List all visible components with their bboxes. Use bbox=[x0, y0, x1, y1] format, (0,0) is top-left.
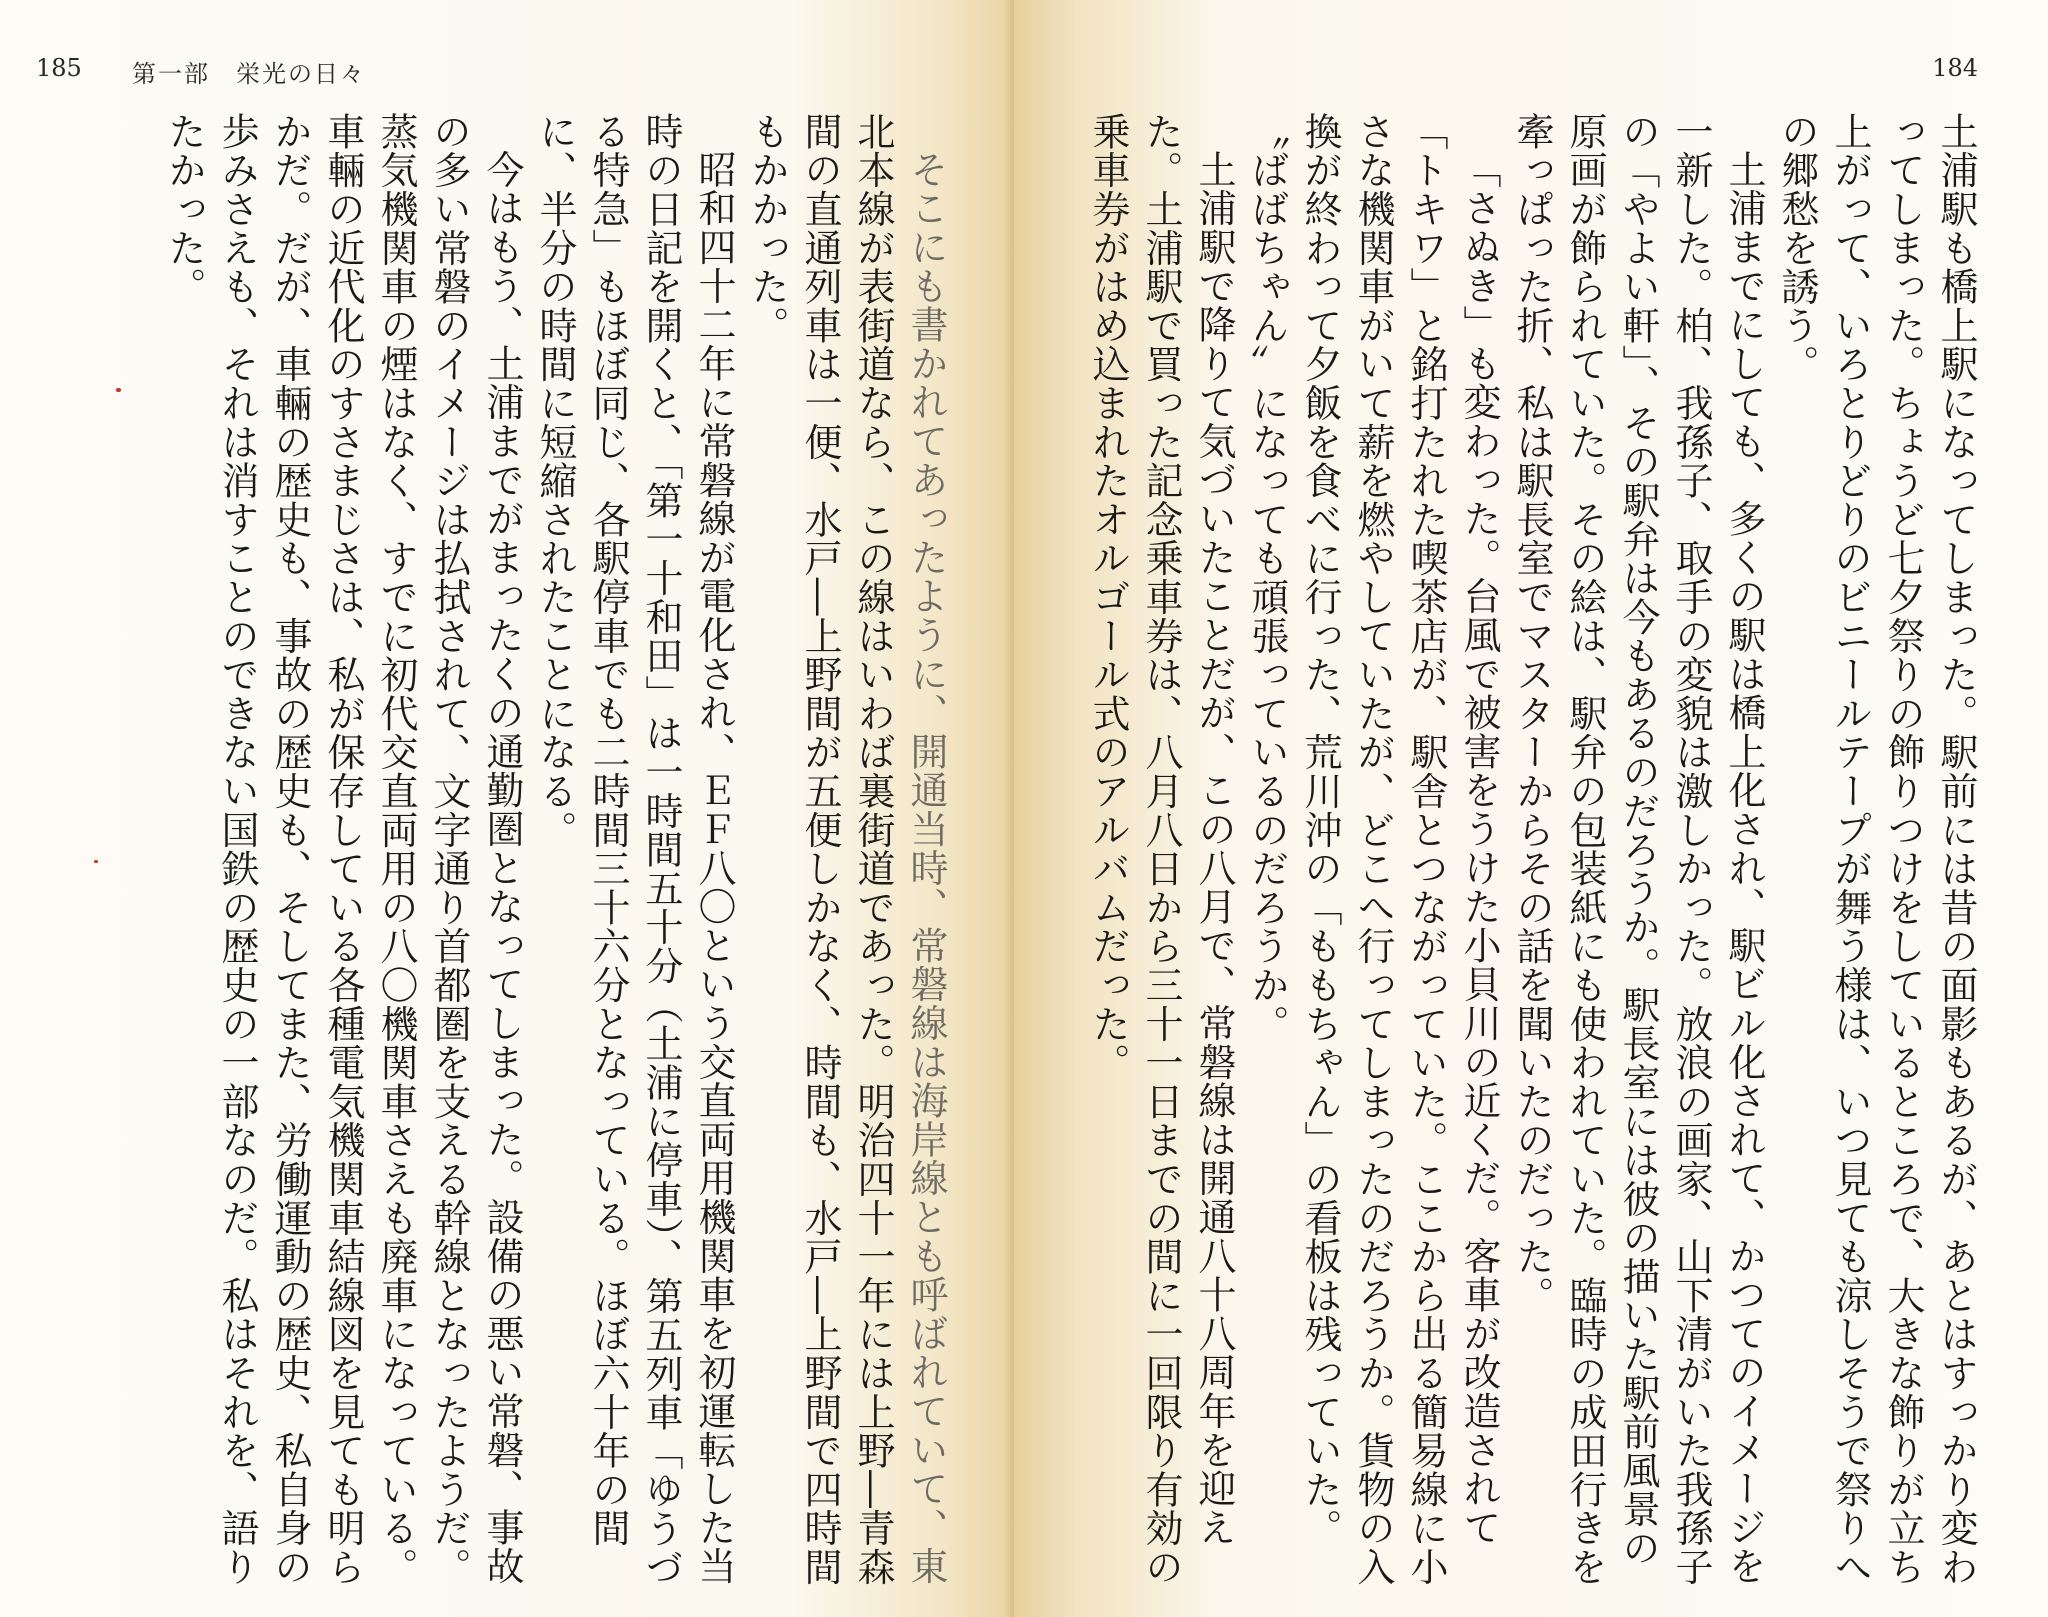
paragraph: 昭和四十二年に常磐線が電化され、ＥＦ八〇という交直両用機関車を初運転した当時の日記を開くと、「第一十和田」は一時間五十分（土浦に停車）、第五列車「ゆうづる特急」もほぼ同じ、各駅停車でも二時間三十六分となっている。ほぼ六十年の間に、半分の時間に短縮されたことになる。 bbox=[533, 112, 736, 1588]
faded-text: そこにも書かれてあったように、開通当時、常磐線は海岸線とも呼ばれていて、東 bbox=[904, 150, 948, 1586]
paragraph: 土浦駅で降りて気づいたことだが、この八月で、常磐線は開通八十八周年を迎えた。土浦駅で買った記念乗車券は、八月八日から三十一日までの間に一回限り有効の乗車券がはめ込まれたオルゴール式のアルバムだった。 bbox=[1086, 112, 1236, 1587]
paragraph: 土浦駅も橋上駅になってしまった。駅前には昔の面影もあるが、あとはすっかり変わってしまった。ちょうど七夕祭りの飾りつけをしているところで、大きな飾りが立ち上がって、いろとりどりのビニールテープが舞う様は、いつ見ても涼しそうで祭りへの郷愁を誘う。 bbox=[1775, 112, 1978, 1587]
ink-speck bbox=[116, 388, 121, 392]
left-page-body bbox=[72, 112, 952, 1592]
paragraph: 土浦までにしても、多くの駅は橋上化され、駅ビル化されて、かつてのイメージを一新した。柏、我孫子、取手の変貌は激しかった。放浪の画家、山下清がいた我孫子の「やよい軒」、その駅弁は今もあるのだろうか。駅長室には彼の描いた駅前風景の原画が飾られていた。その絵は、駅弁の包装紙にも使われていた。臨時の成田行きを牽っぱった折、私は駅長室でマスターからその話を聞いたのだった。 bbox=[1510, 112, 1766, 1587]
ink-speck bbox=[94, 860, 98, 863]
left-page bbox=[0, 0, 1014, 1617]
left-page-number: 185 bbox=[36, 54, 82, 82]
paragraph-text: 北本線が表街道なら、この線はいわば裏街道であった。明治四十一年には上野―青森間の直通列車は一便、水戸―上野間が五便しかなく、時間も、水戸―上野間で四時間もかかった。 bbox=[745, 112, 895, 1587]
paragraph: 「さぬき」も変わった。台風で被害をうけた小貝川の近くだ。客車が改造されて「トキワ」と銘打たれた喫茶店が、駅舎とつながっていた。ここから出る簡易線に小さな機関車がいて薪を燃やしていたが、どこへ行ってしまったのだろうか。貨物の入換が終わって夕飯を食べに行った、荒川沖の「ももちゃん」の看板は残っていた。〝ばばちゃん〟になっても頑張っているのだろうか。 bbox=[1245, 112, 1501, 1587]
right-page-body bbox=[1050, 112, 1982, 1592]
right-page-number: 184 bbox=[1932, 54, 1978, 82]
paragraph bbox=[740, 112, 952, 1592]
right-page bbox=[1014, 0, 2048, 1617]
paragraph: 今はもう、土浦までがまったくの通勤圏となってしまった。設備の悪い常磐、事故の多い常磐のイメージは払拭されて、文字通り首都圏を支える幹線となったようだ。蒸気機関車の煙はなく、すでに初代交直両用の八〇機関車さえも廃車になっている。車輛の近代化のすさまじさは、私が保存している各種電気機関車結線図を見ても明らかだ。だが、車輛の歴史も、事故の歴史も、そしてまた、労働運動の歴史、私自身の歩みさえも、それは消すことのできない国鉄の歴史の一部なのだ。私はそれを、語りたかった。 bbox=[162, 112, 524, 1587]
running-title: 第一部 栄光の日々 bbox=[132, 60, 366, 88]
